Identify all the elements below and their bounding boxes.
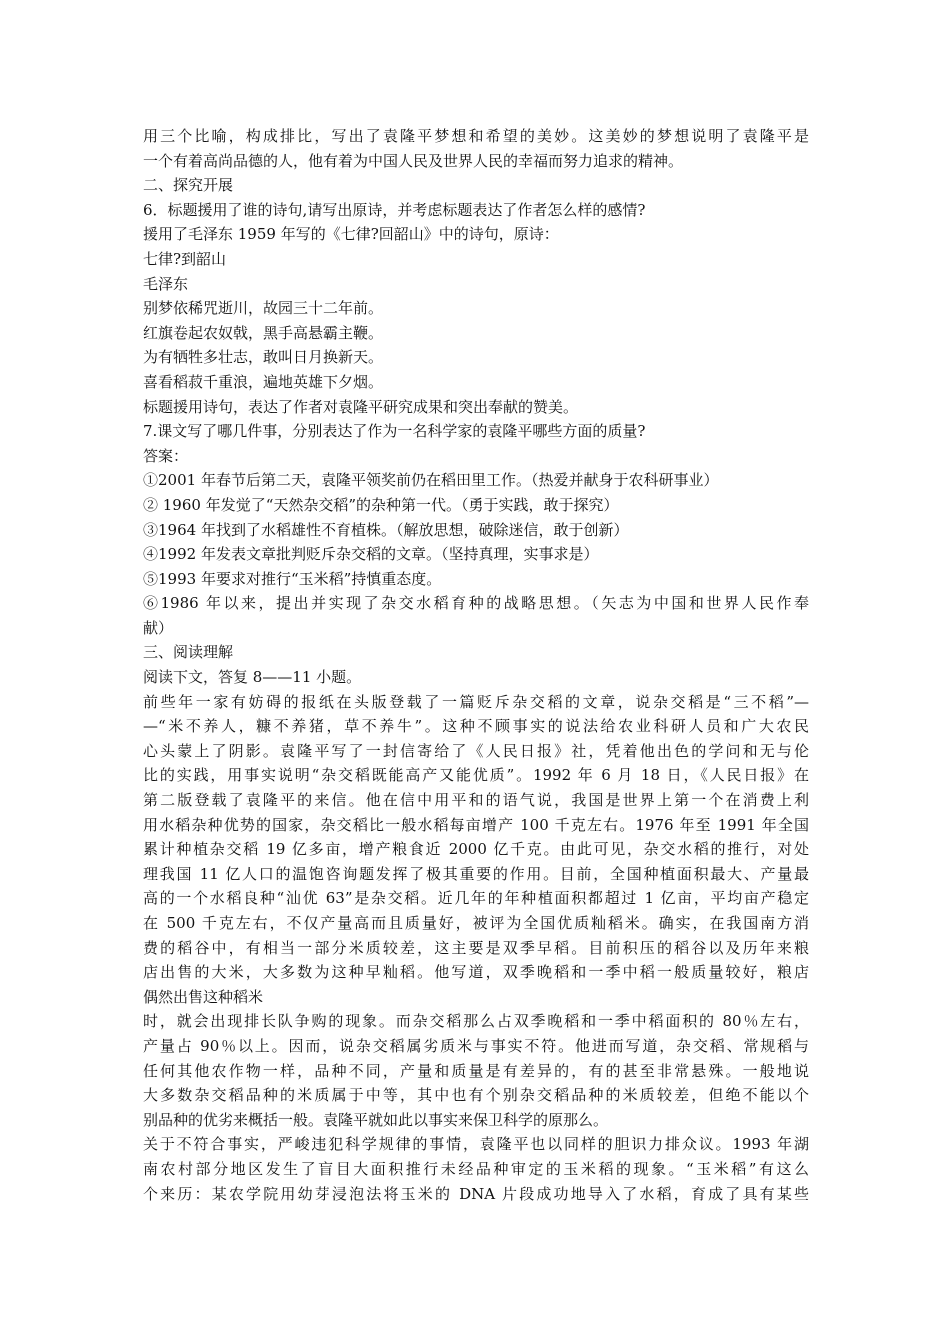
text-line: 别品种的优劣来概括一般。袁隆平就如此以事实来保卫科学的原那么。 — [143, 1110, 609, 1129]
text-line: 献） — [143, 618, 174, 637]
text-line: 红旗卷起农奴戟，黑手高悬霸主鞭。 — [143, 323, 384, 342]
text-line: ①2001 年春节后第二天，袁隆平领奖前仍在稻田里工作。（热爱并献身于农科研事业） — [143, 471, 719, 490]
text-line: ⑥1986 年以来，提出并实现了杂交水稻育种的战略思想。（矢志为中国和世界人民作奉 — [143, 594, 809, 613]
text-line: 前些年一家有妨碍的报纸在头版登载了一篇贬斥杂交稻的文章，说杂交稻是“三不稻”— — [143, 692, 809, 711]
text-line: 标题援用诗句，表达了作者对袁隆平研究成果和突出奉献的赞美。 — [143, 397, 579, 416]
text-line: 任何其他农作物一样，品种不同，产量和质量是有差异的，有的甚至非常悬殊。一般地说 — [143, 1061, 809, 1080]
text-line: 6．标题援用了谁的诗句,请写出原诗，并考虑标题表达了作者怎么样的感情? — [143, 200, 646, 219]
document-body — [143, 124, 809, 1206]
text-line: 三、阅读理解 — [143, 643, 234, 662]
text-line: ② 1960 年发觉了“天然杂交稻”的杂种第一代。（勇于实践，敢于探究） — [143, 495, 619, 514]
text-line: 时，就会出现排长队争购的现象。而杂交稻那么占双季晚稻和一季中稻面积的 80％左右， — [143, 1012, 809, 1031]
text-line: ③1964 年找到了水稻雄性不育植株。（解放思想，破除迷信，敢于创新） — [143, 520, 629, 539]
text-line: 援用了毛泽东 1959 年写的《七律?回韶山》中的诗句，原诗： — [143, 225, 559, 244]
text-line: 用水稻杂种优势的国家，杂交稻比一般水稻每亩增产 100 千克左右。1976 年至 1991 年全国 — [143, 815, 809, 834]
text-line: 南农村部分地区发生了盲目大面积推行未经品种审定的玉米稻的现象。“玉米稻”有这么 — [143, 1159, 809, 1178]
text-line: 7.课文写了哪几件事，分别表达了作为一名科学家的袁隆平哪些方面的质量? — [143, 422, 646, 441]
text-line: 喜看稻菽千重浪，遍地英雄下夕烟。 — [143, 372, 384, 391]
text-line: 为有牺牲多壮志，敢叫日月换新天。 — [143, 348, 384, 367]
text-line: 别梦依稀咒逝川，故园三十二年前。 — [143, 299, 384, 318]
text-line: 大多数杂交稻品种的米质属于中等，其中也有个别杂交稻品种的米质较差，但绝不能以个 — [143, 1086, 809, 1105]
text-line: 第二版登载了袁隆平的来信。他在信中用平和的语气说，我国是世界上第一个在消费上利 — [143, 791, 809, 810]
text-line: 用三个比喻，构成排比，写出了袁隆平梦想和希望的美妙。这美妙的梦想说明了袁隆平是 — [143, 127, 809, 145]
text-line: 理我国 11 亿人口的温饱咨询题发挥了极其重要的作用。目前，全国种植面积最大、产量最 — [143, 864, 809, 883]
text-line: 心头蒙上了阴影。袁隆平写了一封信寄给了《人民日报》社，凭着他出色的学问和无与伦 — [143, 741, 809, 760]
text-line: 偶然出售这种稻米 — [143, 987, 264, 1006]
text-line: 毛泽东 — [143, 274, 189, 293]
text-line: 个来历：某农学院用幼芽浸泡法将玉米的 DNA 片段成功地导入了水稻，育成了具有某些 — [143, 1184, 809, 1203]
text-line: ⑤1993 年要求对推行“玉米稻”持慎重态度。 — [143, 569, 442, 588]
text-line: 高的一个水稻良种“汕优 63”是杂交稻。近几年的年种植面积都超过 1 亿亩，平均亩产稳定 — [143, 889, 809, 908]
text-line: 一个有着高尚品德的人，他有着为中国人民及世界人民的幸福而努力追求的精神。 — [143, 151, 684, 170]
text-line: 在 500 千克左右，不仅产量高而且质量好，被评为全国优质籼稻米。确实，在我国南方消 — [143, 914, 809, 932]
text-line: 累计种植杂交稻 19 亿多亩，增产粮食近 2000 亿千克。由此可见，杂交水稻的推行，对处 — [143, 840, 809, 859]
text-line: 关于不符合事实，严峻违犯科学规律的事情，袁隆平也以同样的胆识力排众议。1993 年湖 — [143, 1135, 809, 1154]
text-line: 二、探究开展 — [143, 176, 234, 195]
text-line: 阅读下文，答复 8——11 小题。 — [143, 668, 362, 687]
text-line: —“米不养人，糠不养猪，草不养牛”。这种不顾事实的说法给农业科研人员和广大农民 — [143, 717, 809, 736]
text-line: 七律?到韶山 — [143, 249, 227, 268]
text-line: ④1992 年发表文章批判贬斥杂交稻的文章。（坚持真理，实事求是） — [143, 545, 599, 564]
text-line: 费的稻谷中，有相当一部分米质较差，这主要是双季早稻。目前积压的稻谷以及历年来粮 — [143, 938, 809, 957]
text-line: 产量占 90％以上。因而，说杂交稻属劣质米与事实不符。他进而写道，杂交稻、常规稻与 — [143, 1036, 809, 1055]
text-line: 比的实践，用事实说明“杂交稻既能高产又能优质”。1992 年 6 月 18 日，《人民日报》在 — [143, 766, 809, 785]
text-line: 店出售的大米，大多数为这种早籼稻。他写道，双季晚稻和一季中稻一般质量较好，粮店 — [143, 963, 809, 982]
text-line: 答案： — [143, 446, 189, 465]
